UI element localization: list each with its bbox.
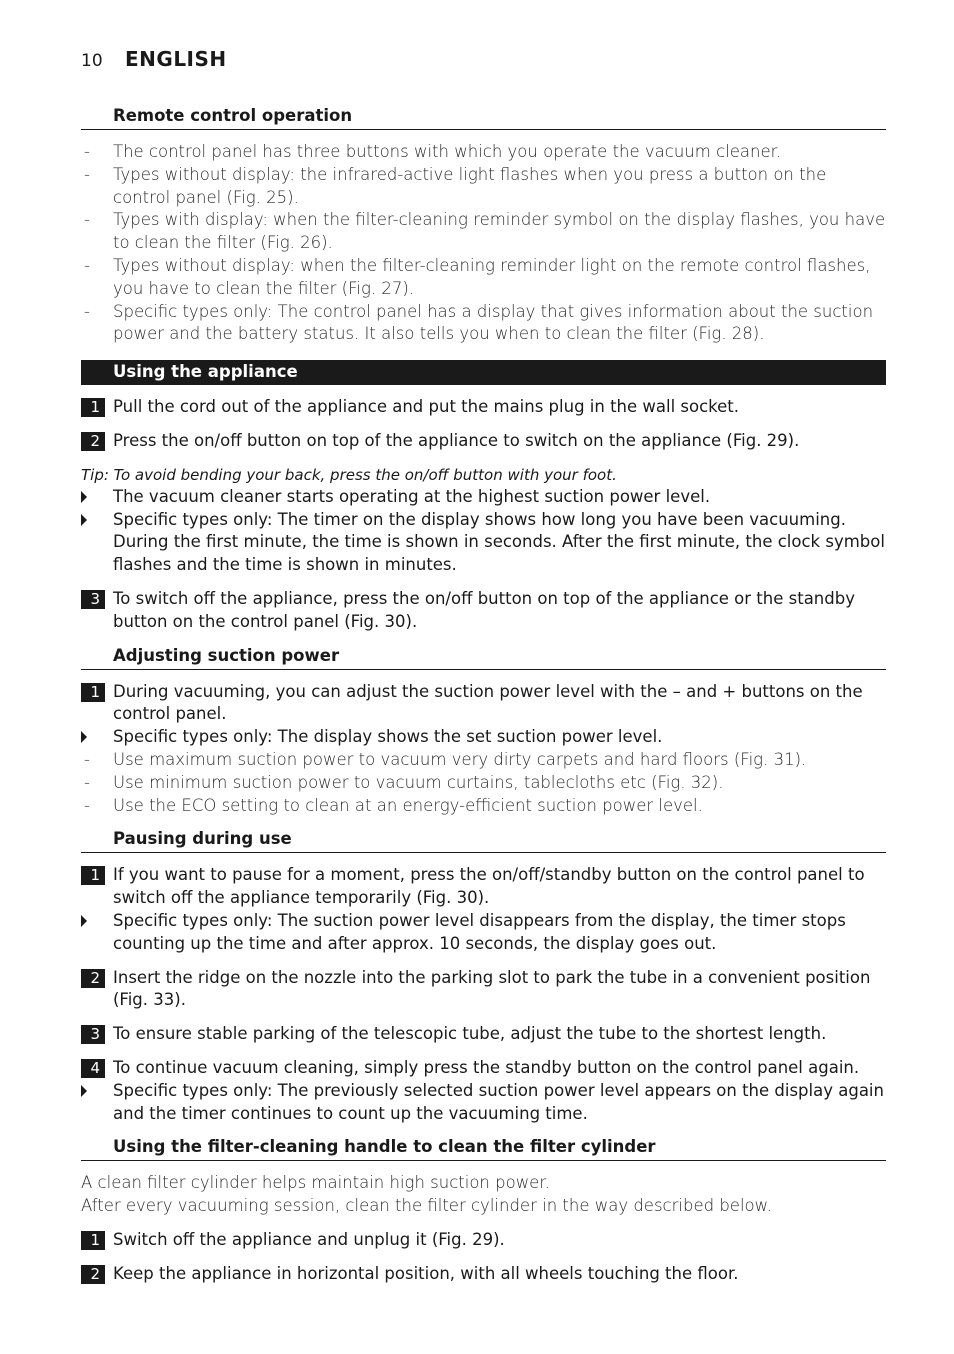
triangle-bullet-icon xyxy=(81,514,87,526)
step-item: 3 To switch off the appliance, press the on/off button on top of the appliance or the standby button on the control panel (Fig. 30). xyxy=(81,588,886,634)
dash-bullet: - xyxy=(84,749,90,769)
step-number-badge: 2 xyxy=(81,969,105,988)
triangle-bullet-icon xyxy=(81,1085,87,1097)
triangle-bullet-icon xyxy=(81,491,87,503)
list-item: - The control panel has three buttons with which you operate the vacuum cleaner. xyxy=(81,141,886,164)
result-item: Specific types only: The display shows the set suction power level. xyxy=(81,726,886,749)
list-item: - Types without display: when the filter-cleaning reminder light on the remote control flashes, you have to clean the filter (Fig. 27). xyxy=(84,255,871,298)
step-item: 1 Pull the cord out of the appliance and put the mains plug in the wall socket. xyxy=(81,396,886,419)
dash-bullet: - xyxy=(84,795,90,815)
dash-bullet: - xyxy=(84,210,90,230)
step-item: 1 If you want to pause for a moment, press the on/off/standby button on the control panel to switch off the appliance temporarily (Fig. 30). xyxy=(81,864,886,910)
step-number-badge: 3 xyxy=(81,590,105,609)
result-item: Specific types only: The timer on the display shows how long you have been vacuuming. During the first minute, the time is shown in seconds. After the first minute, the clock symbol flashes and the time is shown in minutes. xyxy=(81,509,886,577)
list-item: - Types with display: when the filter-cleaning reminder symbol on the display flashes, you have to clean the filter (Fig. 26). xyxy=(84,210,886,253)
step-number-badge: 2 xyxy=(81,1265,105,1284)
triangle-bullet-icon xyxy=(81,915,87,927)
step-item: 2 Press the on/off button on top of the appliance to switch on the appliance (Fig. 29). xyxy=(81,430,886,453)
step-item: 4 To continue vacuum cleaning, simply press the standby button on the control panel again. xyxy=(81,1057,886,1080)
step-item: 1 During vacuuming, you can adjust the suction power level with the – and + buttons on the control panel. xyxy=(81,681,886,727)
dash-bullet: - xyxy=(84,142,90,161)
step-item: 3 To ensure stable parking of the telescopic tube, adjust the tube to the shortest length. xyxy=(81,1023,886,1046)
section-heading-suction-power: Adjusting suction power xyxy=(81,645,886,670)
step-item: 2 Insert the ridge on the nozzle into the parking slot to park the tube in a convenient position (Fig. 33). xyxy=(81,967,886,1013)
list-item: - Specific types only: The control panel has a display that gives information about the suction power and the battery status. It also tells you when to clean the filter (Fig. 28). xyxy=(84,301,874,344)
intro-paragraph: A clean filter cylinder helps maintain high suction power. xyxy=(81,1173,550,1193)
result-item: The vacuum cleaner starts operating at the highest suction power level. xyxy=(81,486,886,509)
tip-text: Tip: To avoid bending your back, press the on/off button with your foot. xyxy=(81,465,617,484)
page-number: 10 xyxy=(81,51,103,71)
step-number-badge: 2 xyxy=(81,432,105,451)
step-item: 2 Keep the appliance in horizontal position, with all wheels touching the floor. xyxy=(81,1263,886,1286)
result-item: Specific types only: The suction power level disappears from the display, the timer stops counting up the time and after approx. 10 seconds, the display goes out. xyxy=(81,910,886,956)
section-heading-using-appliance: Using the appliance xyxy=(81,360,886,385)
language-label: ENGLISH xyxy=(125,47,227,71)
step-number-badge: 1 xyxy=(81,1231,105,1250)
dash-bullet: - xyxy=(84,772,90,792)
step-number-badge: 1 xyxy=(81,866,105,885)
dash-bullet: - xyxy=(84,255,90,275)
step-number-badge: 3 xyxy=(81,1025,105,1044)
dash-bullet: - xyxy=(84,301,90,321)
result-item: Specific types only: The previously selected suction power level appears on the display again and the timer continues to count up the vacuuming time. xyxy=(81,1080,886,1126)
step-item: 1 Switch off the appliance and unplug it (Fig. 29). xyxy=(81,1229,886,1252)
step-number-badge: 1 xyxy=(81,683,105,702)
step-number-badge: 4 xyxy=(81,1059,105,1078)
list-item: - Use the ECO setting to clean at an energy-efficient suction power level. xyxy=(81,795,886,818)
list-item: - Use minimum suction power to vacuum curtains, tablecloths etc (Fig. 32). xyxy=(81,772,886,795)
content-flow xyxy=(81,105,886,1285)
section-heading-pausing: Pausing during use xyxy=(81,828,886,853)
list-item: - Types without display: the infrared-active light flashes when you press a button on the control panel (Fig. 25). xyxy=(84,164,827,207)
dash-bullet: - xyxy=(84,164,90,184)
triangle-bullet-icon xyxy=(81,731,87,743)
step-number-badge: 1 xyxy=(81,398,105,417)
section-heading-filter-cleaning: Using the filter-cleaning handle to clean the filter cylinder xyxy=(81,1136,886,1161)
intro-paragraph: After every vacuuming session, clean the filter cylinder in the way described below. xyxy=(81,1196,772,1216)
list-item: - Use maximum suction power to vacuum very dirty carpets and hard floors (Fig. 31). xyxy=(81,749,886,772)
page-header xyxy=(81,47,227,71)
section-heading-remote-control: Remote control operation xyxy=(81,105,886,130)
